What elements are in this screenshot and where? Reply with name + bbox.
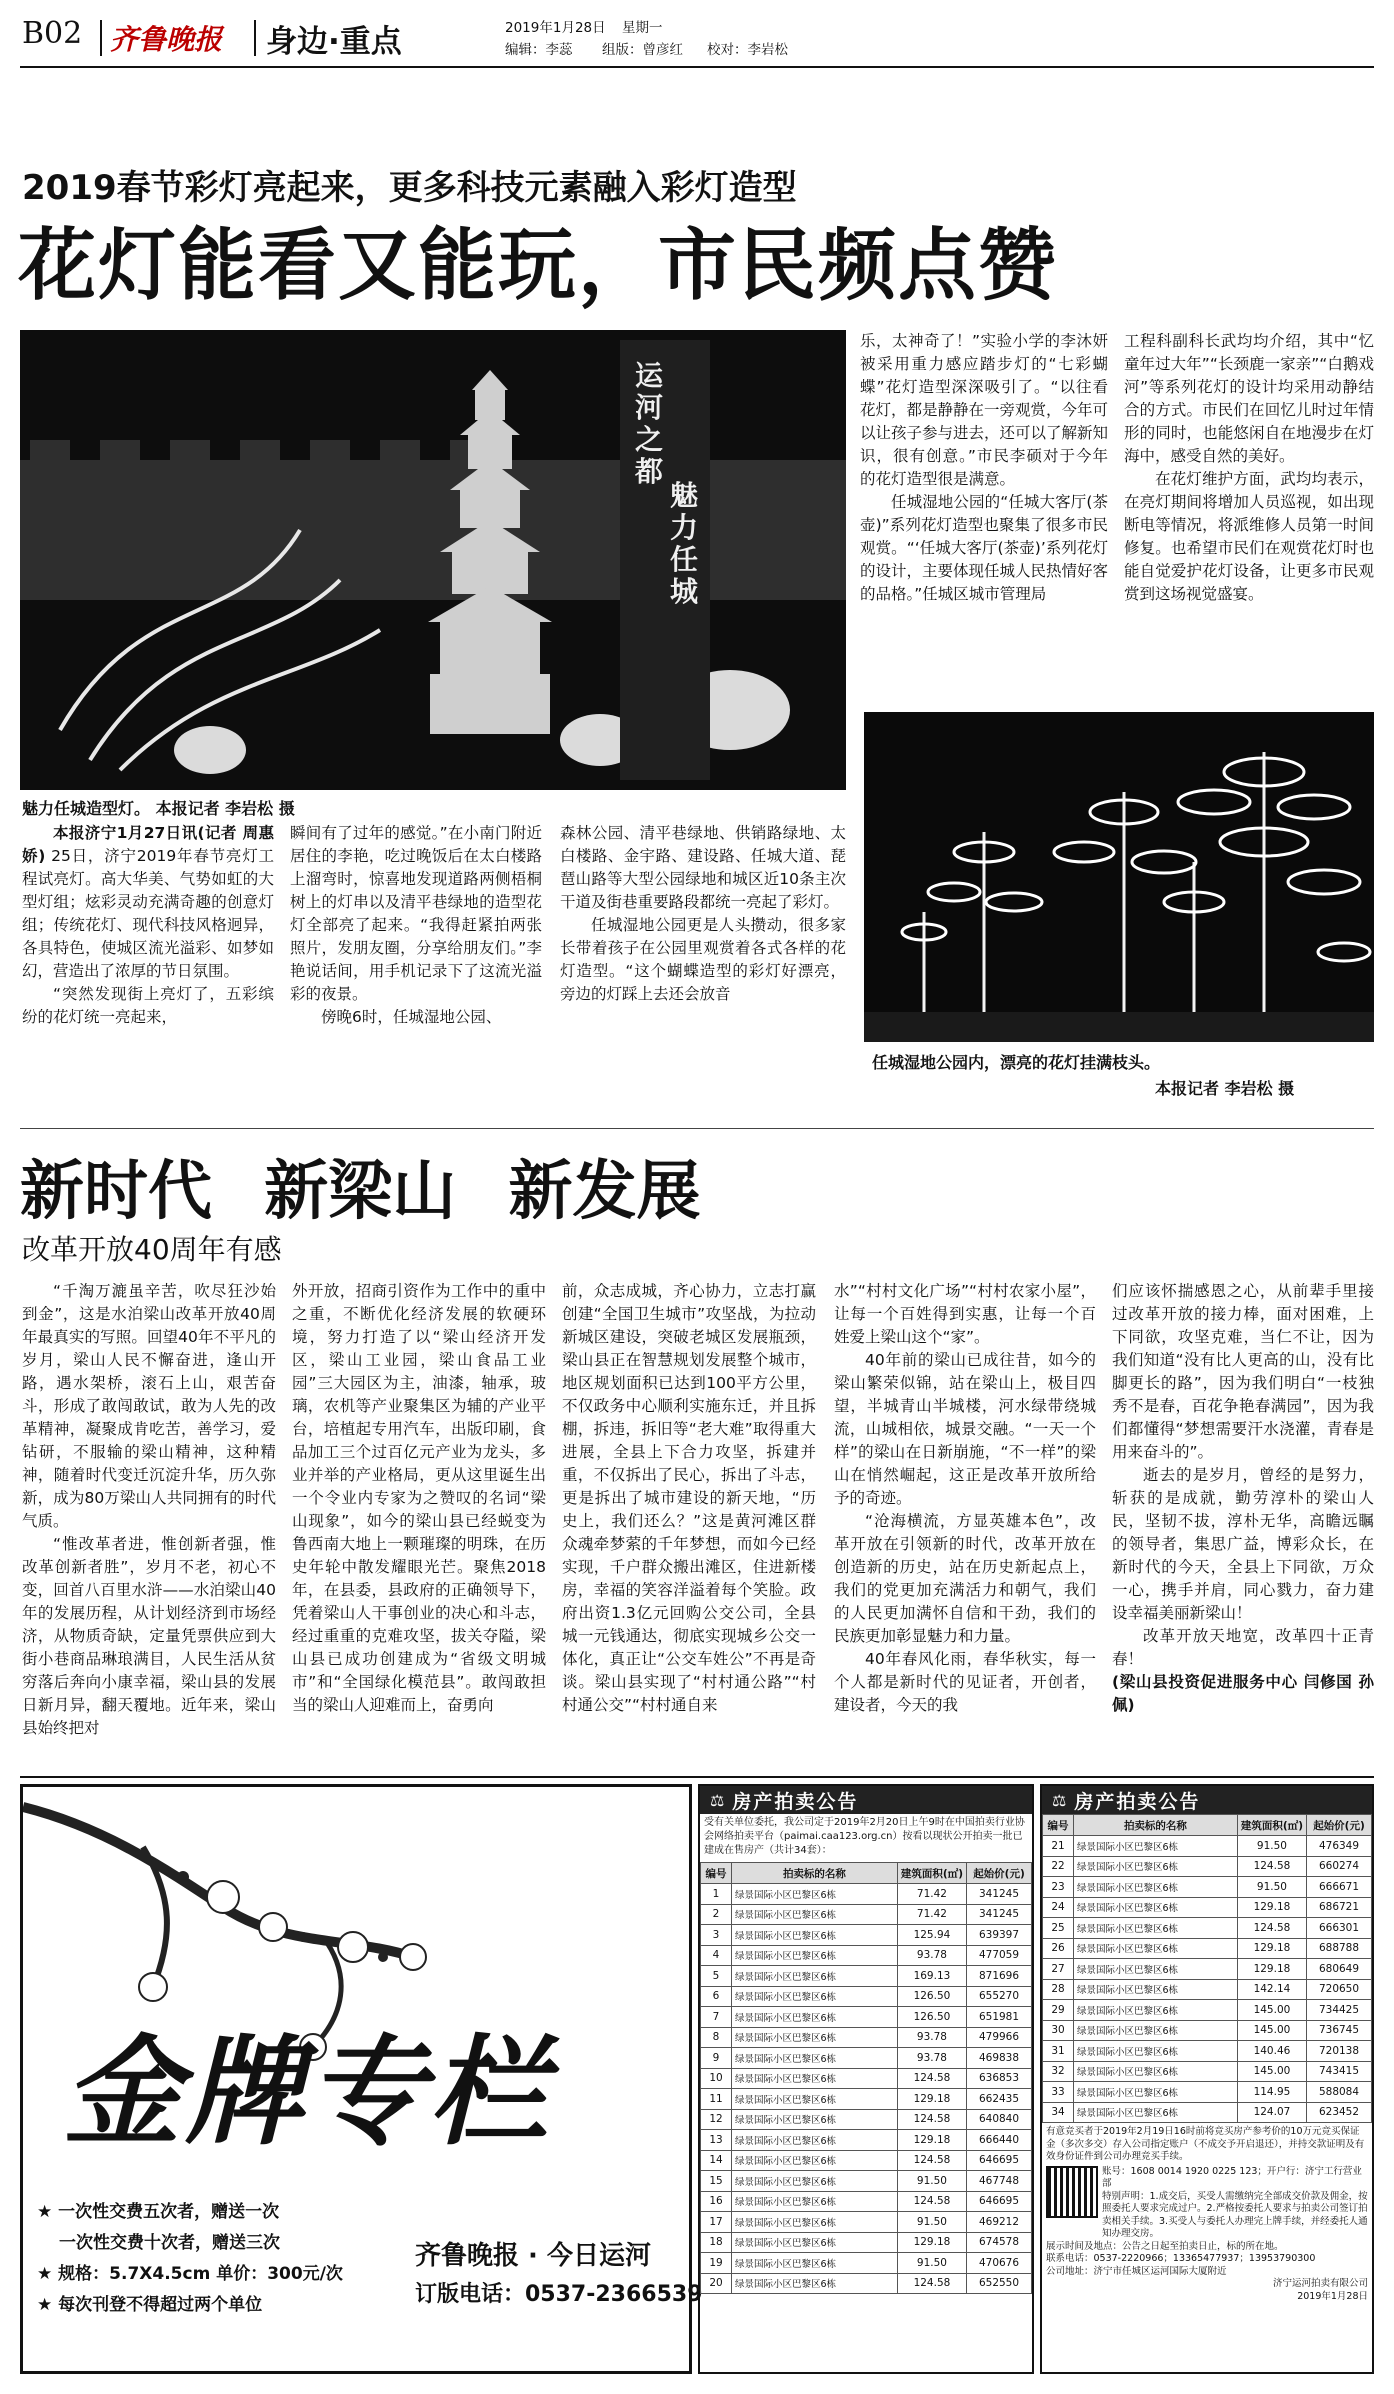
- lot-number: 16: [701, 2191, 732, 2212]
- lot-number: 12: [701, 2109, 732, 2130]
- article1-kicker: 2019春节彩灯亮起来，更多科技元素融入彩灯造型: [22, 168, 797, 208]
- photo1-caption: 魅力任城造型灯。 本报记者 李岩松 摄: [22, 799, 295, 818]
- article1-col1: [22, 822, 274, 1122]
- auction-table-left: [700, 1862, 1032, 2294]
- lot-number: 23: [1043, 1877, 1074, 1898]
- lot-start-price: 646695: [967, 2150, 1032, 2171]
- lot-start-price: 662435: [967, 2089, 1032, 2110]
- lot-area: 124.58: [897, 2191, 966, 2212]
- article1-col4-p2: 任城湿地公园的“任城大客厅(茶壶)”系列花灯造型也聚集了很多市民观赏。“‘任城大客厅(茶壶)’系列花灯的设计，主要体现任城人民热情好客的品格。”任城区城市管理局: [860, 493, 1108, 603]
- lot-start-price: 469212: [967, 2212, 1032, 2233]
- article2-col4-p4: 40年春风化雨，春华秋实，每一个人都是新时代的见证者，开创者，建设者，今天的我: [834, 1650, 1096, 1714]
- table-row: [701, 1945, 1032, 1966]
- lot-start-price: 470676: [967, 2253, 1032, 2274]
- lot-number: 22: [1043, 1856, 1074, 1877]
- lot-start-price: 666301: [1307, 1918, 1372, 1939]
- lot-start-price: 674578: [967, 2232, 1032, 2253]
- table-row: [701, 2068, 1032, 2089]
- lot-area: 145.00: [1237, 2020, 1306, 2041]
- table-row: [701, 2027, 1032, 2048]
- ad-rules: [37, 2197, 397, 2321]
- lot-start-price: 640840: [967, 2109, 1032, 2130]
- lot-number: 32: [1043, 2061, 1074, 2082]
- col-header-area: 建筑面积(㎡): [897, 1863, 966, 1884]
- lot-area: 129.18: [897, 2130, 966, 2151]
- col-header-price: 起始价(元): [1307, 1815, 1372, 1836]
- section-name: 身边·重点: [266, 24, 402, 60]
- auction-title-bar: [1042, 1786, 1372, 1814]
- lot-name: 绿景国际小区巴黎区6栋: [732, 1945, 898, 1966]
- table-row: [701, 1966, 1032, 1987]
- table-row: [701, 2150, 1032, 2171]
- lot-name: 绿景国际小区巴黎区6栋: [1074, 2061, 1238, 2082]
- lot-name: 绿景国际小区巴黎区6栋: [732, 2068, 898, 2089]
- lot-number: 34: [1043, 2102, 1074, 2123]
- lot-area: 71.42: [897, 1884, 966, 1905]
- lot-area: 140.46: [1237, 2041, 1306, 2062]
- ad-rule-4: ★ 每次刊登不得超过两个单位: [37, 2295, 263, 2315]
- table-row: [1043, 1959, 1372, 1980]
- article1-lead: 本报济宁1月27日讯(记者 周惠娇): [22, 824, 274, 865]
- table-row: [701, 1904, 1032, 1925]
- lot-name: 绿景国际小区巴黎区6栋: [732, 2007, 898, 2028]
- lot-area: 93.78: [897, 1945, 966, 1966]
- lot-number: 17: [701, 2212, 732, 2233]
- lot-name: 绿景国际小区巴黎区6栋: [732, 1925, 898, 1946]
- article2-col1-p2: “惟改革者进，惟创新者强，惟改革创新者胜”，岁月不老，初心不变，回首八百里水浒——水泊梁山40年的发展历程，从计划经济到市场经济，从物质奇缺，定量凭票供应到大街小巷商品琳琅满目，人民生活从贫穷落后奔向小康幸福，梁山县的发展日新月异，翻天覆地。近年来，梁山县始终把对: [22, 1535, 276, 1737]
- auction-note-2: 特别声明：1.成交后，买受人需缴纳完全部成交价款及佣金，按照委托人要求完成过户。2.严格按委托人要求与拍卖公司签订拍卖相关手续。3.买受人与委托人办理完上牌手续，并经委托人通知办理交房。: [1102, 2190, 1368, 2239]
- article1-col4: [860, 330, 1108, 710]
- lot-start-price: 479966: [967, 2027, 1032, 2048]
- table-row: [1043, 1856, 1372, 1877]
- article2-col3-text: 前，众志成城，齐心协力，立志打赢创建“全国卫生城市”攻坚战，为拉动新城区建设，突破老城区发展瓶颈，梁山县正在智慧规划发展整个城市，地区规划面积已达到100平方公里，不仅政务中心顺利实施东迁，并且拆棚，拆违，拆旧等“老大难”取得重大进展，全县上下合力攻坚，拆建并重，不仅拆出了民心，拆出了斗志，更是拆出了城市建设的新天地，“历史上，我们还么？”这是黄河滩区群众魂牵梦萦的千年梦想，而如今已经实现，千户群众搬出滩区，住进新楼房，幸福的笑容洋溢着每个笑脸。政府出资1.3亿元回购公交公司，全县城一元钱通达，彻底实现城乡公交一体化，真正让“公交车姓公”不再是奇谈。梁山县实现了“村村通公路”“村村通公交”“村村通自来: [562, 1282, 816, 1714]
- lot-start-price: 469838: [967, 2048, 1032, 2069]
- lot-name: 绿景国际小区巴黎区6栋: [732, 2253, 898, 2274]
- lantern-illustration: [20, 330, 846, 790]
- lot-area: 126.50: [897, 2007, 966, 2028]
- table-row: [701, 2130, 1032, 2151]
- lot-start-price: 655270: [967, 1986, 1032, 2007]
- auction-notice-left: [698, 1784, 1034, 2374]
- lantern-photo-main: [20, 330, 846, 790]
- ad-rule-3: ★ 规格：5.7X4.5cm 单价：300元/次: [37, 2264, 343, 2284]
- weekday: 星期一: [622, 20, 663, 36]
- lot-area: 142.14: [1237, 1979, 1306, 2000]
- lot-name: 绿景国际小区巴黎区6栋: [732, 2150, 898, 2171]
- lot-start-price: 639397: [967, 1925, 1032, 1946]
- auction-title: 房产拍卖公告: [1074, 1790, 1201, 1813]
- gold-column-ad: [20, 1784, 703, 2374]
- lot-name: 绿景国际小区巴黎区6栋: [732, 2089, 898, 2110]
- lot-area: 129.18: [897, 2089, 966, 2110]
- lot-number: 19: [701, 2253, 732, 2274]
- lot-name: 绿景国际小区巴黎区6栋: [1074, 1897, 1238, 1918]
- article1-col1-text: 25日，济宁2019年春节亮灯工程试亮灯。高大华美、气势如虹的大型灯组；炫彩灵动充满奇趣的创意灯组；传统花灯、现代科技风格迥异，各具特色，使城区流光溢彩、如梦如幻，营造出了浓厚的节日氛围。: [22, 847, 274, 980]
- auction-intro: 受有关单位委托，我公司定于2019年2月20日上午9时在中国拍卖行业协会网络拍卖平台（paimai.caa123.org.cn）按看以现状公开拍卖一批已建成在售房产（共计34套）：: [704, 1817, 1025, 1856]
- lot-start-price: 588084: [1307, 2082, 1372, 2103]
- qr-code: [1046, 2166, 1098, 2218]
- article2-subhead: 改革开放40周年有感: [22, 1233, 282, 1266]
- lot-start-price: 341245: [967, 1884, 1032, 1905]
- article1-col5-text: 工程科副科长武均均介绍，其中“忆童年过大年”“长颈鹿一家亲”“白鹅戏河”等系列花灯的设计均采用动静结合的方式。市民们在回忆儿时过年情形的同时，也能悠闲自在地漫步在灯海中，感受自然的美好。: [1124, 332, 1374, 465]
- lot-name: 绿景国际小区巴黎区6栋: [732, 1986, 898, 2007]
- auction-table-right: [1042, 1814, 1372, 2123]
- lot-name: 绿景国际小区巴黎区6栋: [1074, 2000, 1238, 2021]
- lot-area: 93.78: [897, 2027, 966, 2048]
- table-row: [1043, 1979, 1372, 2000]
- lot-area: 145.00: [1237, 2000, 1306, 2021]
- wetland-park-photo: [864, 712, 1374, 1042]
- lot-area: 129.18: [1237, 1938, 1306, 1959]
- table-row: [1043, 2061, 1372, 2082]
- article1-col2-text: 瞬间有了过年的感觉。”在小南门附近居住的李艳，吃过晚饭后在太白楼路上溜弯时，惊喜地发现道路两侧梧桐树上的灯串以及清平巷绿地的造型花灯全部亮了起来。“我得赶紧拍两张照片，发朋友圈，分享给朋友们。”李艳说话间，用手机记录下了这流光溢彩的夜景。: [290, 824, 542, 1003]
- table-row: [701, 2191, 1032, 2212]
- lot-area: 91.50: [897, 2212, 966, 2233]
- lot-number: 10: [701, 2068, 732, 2089]
- lot-start-price: 660274: [1307, 1856, 1372, 1877]
- ad-rule-2: 一次性交费十次者，赠送三次: [59, 2233, 280, 2253]
- lantern-sign-1: 运河之都: [635, 359, 664, 488]
- table-row: [1043, 1918, 1372, 1939]
- layout-editor: 组版：曾彦红: [602, 42, 683, 58]
- article1-col3-p2: 任城湿地公园更是人头攒动，很多家长带着孩子在公园里观赏着各式各样的花灯造型。“这个蝴蝶造型的彩灯好漂亮，旁边的灯踩上去还会放音: [560, 916, 846, 1003]
- lot-start-price: 680649: [1307, 1959, 1372, 1980]
- article2-col3: [562, 1280, 816, 1770]
- lot-area: 91.50: [897, 2253, 966, 2274]
- table-row: [701, 1884, 1032, 1905]
- ad-phone: 订版电话：0537-2366539: [415, 2282, 703, 2307]
- article2-col1-text: “千淘万漉虽辛苦，吹尽狂沙始到金”，这是水泊梁山改革开放40周年最真实的写照。回望40年不平凡的岁月，梁山人民不懈奋进，逢山开路，遇水架桥，滚石上山，艰苦奋斗，形成了敢闯敢试，敢为人先的改革精神，凝聚成肯吃苦，善学习，爱钻研，不服输的梁山精神，这种精神，随着时代变迁沉淀升华，历久弥新，成为80万梁山人共同拥有的时代气质。: [22, 1282, 276, 1530]
- lot-name: 绿景国际小区巴黎区6栋: [732, 2191, 898, 2212]
- table-row: [701, 2109, 1032, 2130]
- lot-start-price: 476349: [1307, 1836, 1372, 1857]
- lot-area: 124.58: [897, 2150, 966, 2171]
- lot-number: 5: [701, 1966, 732, 1987]
- lot-number: 26: [1043, 1938, 1074, 1959]
- table-row: [1043, 1938, 1372, 1959]
- lot-name: 绿景国际小区巴黎区6栋: [1074, 1918, 1238, 1939]
- lot-name: 绿景国际小区巴黎区6栋: [732, 2109, 898, 2130]
- lot-name: 绿景国际小区巴黎区6栋: [732, 1884, 898, 1905]
- lot-start-price: 688788: [1307, 1938, 1372, 1959]
- article1-headline: 花灯能看又能玩，市民频点赞: [18, 221, 1059, 311]
- lantern-sign-2: 魅力任城: [670, 479, 699, 608]
- lot-area: 125.94: [897, 1925, 966, 1946]
- lot-start-price: 734425: [1307, 2000, 1372, 2021]
- article1-col2: [290, 822, 542, 1122]
- article1-col2-p2: 傍晚6时，任城湿地公园、: [321, 1008, 502, 1026]
- lot-start-price: 467748: [967, 2171, 1032, 2192]
- lot-area: 169.13: [897, 1966, 966, 1987]
- photo2-credit: 本报记者 李岩松 摄: [1155, 1079, 1295, 1098]
- article2-headline: 新时代 新梁山 新发展: [20, 1155, 701, 1229]
- table-row: [701, 2007, 1032, 2028]
- lot-name: 绿景国际小区巴黎区6栋: [1074, 1856, 1238, 1877]
- article2-col5-text: 们应该怀揣感恩之心，从前辈手里接过改革开放的接力棒，面对困难，上下同欲，攻坚克难，当仁不让，因为我们知道“没有比人更高的山，没有比脚更长的路”，因为我们明白“一枝独秀不是春，百花争艳春满园”，因为我们都懂得“梦想需要汗水浇灌，青春是用来奋斗的”。: [1112, 1282, 1374, 1461]
- table-row: [1043, 1877, 1372, 1898]
- masthead-divider: [254, 20, 256, 56]
- lot-number: 3: [701, 1925, 732, 1946]
- lot-name: 绿景国际小区巴黎区6栋: [732, 2273, 898, 2294]
- table-row: [1043, 1897, 1372, 1918]
- lot-number: 2: [701, 1904, 732, 1925]
- lot-number: 31: [1043, 2041, 1074, 2062]
- lot-number: 27: [1043, 1959, 1074, 1980]
- lot-number: 18: [701, 2232, 732, 2253]
- lot-name: 绿景国际小区巴黎区6栋: [732, 2212, 898, 2233]
- lot-start-price: 871696: [967, 1966, 1032, 1987]
- lot-number: 33: [1043, 2082, 1074, 2103]
- lot-name: 绿景国际小区巴黎区6栋: [732, 2048, 898, 2069]
- lot-area: 114.95: [1237, 2082, 1306, 2103]
- lot-area: 124.58: [1237, 1856, 1306, 1877]
- lot-name: 绿景国际小区巴黎区6栋: [732, 2232, 898, 2253]
- auction-note-4: 联系电话：0537-2220966；13365477937；13953790300: [1046, 2253, 1316, 2264]
- lot-number: 8: [701, 2027, 732, 2048]
- table-row: [701, 2171, 1032, 2192]
- lot-start-price: 666671: [1307, 1877, 1372, 1898]
- lot-area: 93.78: [897, 2048, 966, 2069]
- gavel-icon: ⚖: [1052, 1790, 1067, 1810]
- masthead: [22, 14, 1372, 68]
- auction-note-3: 展示时间及地点：公告之日起至拍卖日止，标的所在地。: [1046, 2240, 1284, 2252]
- article1-col1-p2: “突然发现街上亮灯了，五彩缤纷的花灯统一亮起来，: [22, 985, 274, 1026]
- lot-number: 7: [701, 2007, 732, 2028]
- auction-title: 房产拍卖公告: [732, 1790, 859, 1813]
- lot-start-price: 652550: [967, 2273, 1032, 2294]
- lot-number: 29: [1043, 2000, 1074, 2021]
- col-header-no: 编号: [1043, 1815, 1074, 1836]
- article1-col3-text: 森林公园、清平巷绿地、供销路绿地、太白楼路、金宇路、建设路、任城大道、琵琶山路等大型公园绿地和城区近10条主次干道及街巷重要路段都统一亮起了彩灯。: [560, 824, 846, 911]
- lot-area: 124.58: [1237, 1918, 1306, 1939]
- col-header-name: 拍卖标的名称: [732, 1863, 898, 1884]
- section-rule: [20, 1128, 1374, 1129]
- lot-start-price: 666440: [967, 2130, 1032, 2151]
- lot-name: 绿景国际小区巴黎区6栋: [1074, 2041, 1238, 2062]
- ad-brand: 齐鲁晚报 · 今日运河: [415, 2241, 651, 2271]
- lot-number: 13: [701, 2130, 732, 2151]
- lot-name: 绿景国际小区巴黎区6栋: [1074, 1959, 1238, 1980]
- table-row: [701, 2089, 1032, 2110]
- page-number: B02: [22, 16, 83, 51]
- lot-number: 28: [1043, 1979, 1074, 2000]
- lot-area: 145.00: [1237, 2061, 1306, 2082]
- gavel-icon: ⚖: [710, 1790, 725, 1810]
- table-row: [1043, 2041, 1372, 2062]
- lot-number: 30: [1043, 2020, 1074, 2041]
- auction-note-5: 公司地址：济宁市任城区运河国际大厦附近: [1046, 2265, 1227, 2277]
- paper-name: 齐鲁晚报: [110, 23, 223, 56]
- lot-start-price: 646695: [967, 2191, 1032, 2212]
- lot-name: 绿景国际小区巴黎区6栋: [732, 2171, 898, 2192]
- gold-column-title: 金牌专栏: [63, 2022, 552, 2161]
- auction-note-6: 账号：1608 0014 1920 0225 123；开户行：济宁工行营业部: [1102, 2165, 1362, 2189]
- lot-name: 绿景国际小区巴黎区6栋: [1074, 1836, 1238, 1857]
- table-row: [1043, 1836, 1372, 1857]
- auction-notes: [1042, 2123, 1372, 2313]
- table-row: [701, 2232, 1032, 2253]
- table-row: [701, 1925, 1032, 1946]
- article2-col5-p3: 改革开放天地宽，改革四十正青春！: [1112, 1627, 1374, 1668]
- lot-number: 4: [701, 1945, 732, 1966]
- article2-col4: [834, 1280, 1096, 1770]
- lot-name: 绿景国际小区巴黎区6栋: [1074, 2082, 1238, 2103]
- lot-number: 14: [701, 2150, 732, 2171]
- lot-start-price: 623452: [1307, 2102, 1372, 2123]
- article2-col4-p3: “沧海横流，方显英雄本色”，改革开放在引领新的时代，改革开放在创造新的历史，站在历史新起点上，我们的党更加充满活力和朝气，我们的人民更加满怀自信和干劲，我们的民族更加彰显魅力和力量。: [834, 1512, 1096, 1645]
- table-row: [1043, 2102, 1372, 2123]
- proofreader: 校对：李岩松: [707, 42, 788, 58]
- lot-area: 91.50: [1237, 1836, 1306, 1857]
- lot-area: 129.18: [1237, 1897, 1306, 1918]
- lot-start-price: 477059: [967, 1945, 1032, 1966]
- lot-name: 绿景国际小区巴黎区6栋: [1074, 2102, 1238, 2123]
- lot-number: 6: [701, 1986, 732, 2007]
- article2-col4-text: 水”“村村文化广场”“村村农家小屋”，让每一个百姓得到实惠，让每一个百姓爱上梁山这个“家”。: [834, 1282, 1096, 1346]
- lot-name: 绿景国际小区巴黎区6栋: [732, 1966, 898, 1987]
- photo2-caption: 任城湿地公园内，漂亮的花灯挂满枝头。: [872, 1053, 1161, 1072]
- editor: 编辑：李蕊: [505, 42, 573, 58]
- table-row: [701, 2212, 1032, 2233]
- article1-col5-p2: 在花灯维护方面，武均均表示，在亮灯期间将增加人员巡视，如出现断电等情况，将派维修人员第一时间修复。也希望市民们在观赏花灯时也能自觉爱护花灯设备，让更多市民观赏到这场视觉盛宴。: [1124, 470, 1374, 603]
- lot-name: 绿景国际小区巴黎区6栋: [1074, 1877, 1238, 1898]
- tree-lights-illustration: [864, 712, 1374, 1042]
- lot-number: 21: [1043, 1836, 1074, 1857]
- lot-name: 绿景国际小区巴黎区6栋: [1074, 1938, 1238, 1959]
- auction-date: 2019年1月28日: [1297, 2290, 1368, 2302]
- auction-note-1: 有意竞买者于2019年2月19日16时前将竞买房产参考价的10万元竞买保证金（多次多交）存入公司指定账户（不成交予开启退还），并持交款证明及有效身份证件到公司办理竞买手续。: [1046, 2126, 1365, 2162]
- article2-byline: (梁山县投资促进服务中心 闫修国 孙佩): [1112, 1673, 1374, 1714]
- lot-name: 绿景国际小区巴黎区6栋: [1074, 2020, 1238, 2041]
- ad-rule-1: ★ 一次性交费五次者，赠送一次: [37, 2202, 280, 2222]
- col-header-price: 起始价(元): [967, 1863, 1032, 1884]
- lot-area: 129.18: [1237, 1959, 1306, 1980]
- lot-number: 15: [701, 2171, 732, 2192]
- table-row: [701, 2273, 1032, 2294]
- lot-number: 20: [701, 2273, 732, 2294]
- lot-name: 绿景国际小区巴黎区6栋: [732, 2130, 898, 2151]
- article1-col3: [560, 822, 846, 1122]
- lot-start-price: 736745: [1307, 2020, 1372, 2041]
- lot-start-price: 720138: [1307, 2041, 1372, 2062]
- lot-area: 71.42: [897, 1904, 966, 1925]
- auction-title-bar: [700, 1786, 1032, 1814]
- lot-start-price: 720650: [1307, 1979, 1372, 2000]
- lot-number: 25: [1043, 1918, 1074, 1939]
- article2-col2: [292, 1280, 546, 1770]
- table-row: [1043, 2082, 1372, 2103]
- lot-area: 124.58: [897, 2068, 966, 2089]
- lot-start-price: 686721: [1307, 1897, 1372, 1918]
- lot-area: 124.58: [897, 2273, 966, 2294]
- auction-notice-right: [1040, 1784, 1374, 2374]
- issue-date: 2019年1月28日: [505, 20, 606, 36]
- lot-start-price: 636853: [967, 2068, 1032, 2089]
- table-row: [701, 2253, 1032, 2274]
- lot-name: 绿景国际小区巴黎区6栋: [732, 2027, 898, 2048]
- lot-number: 1: [701, 1884, 732, 1905]
- lot-start-price: 743415: [1307, 2061, 1372, 2082]
- article2-col4-p2: 40年前的梁山已成往昔，如今的梁山繁荣似锦，站在梁山上，极目四望，半城青山半城楼，河水绿带绕城流，山城相依，城景交融。“一天一个样”的梁山在日新崩施，“不一样”的梁山在悄然崛起，这正是改革开放所给予的奇迹。: [834, 1351, 1096, 1507]
- table-row: [701, 2048, 1032, 2069]
- lot-start-price: 341245: [967, 1904, 1032, 1925]
- lot-number: 11: [701, 2089, 732, 2110]
- article2-col2-text: 外开放，招商引资作为工作中的重中之重，不断优化经济发展的软硬环境，努力打造了以“梁山经济开发区，梁山工业园，梁山食品工业园”三大园区为主，油漆，轴承，玻璃，农机等产业聚集区为辅的产业平台，培植起专用汽车，出版印刷，食品加工三个过百亿元产业为龙头，多业并举的产业格局，更从这里诞生出一个令业内专家为之赞叹的名词“梁山现象”，如今的梁山县已经蜕变为鲁西南大地上一颗璀璨的明珠，在历史年轮中散发耀眼光芒。聚焦2018年，在县委，县政府的正确领导下，凭着梁山人干事创业的决心和斗志，经过重重的克难攻坚，拔关夺隘，梁山县已成功创建成为“省级文明城市”和“全国绿化模范县”。敢闯敢担当的梁山人迎难而上，奋勇向: [292, 1282, 546, 1714]
- lot-start-price: 651981: [967, 2007, 1032, 2028]
- col-header-name: 拍卖标的名称: [1074, 1815, 1238, 1836]
- lot-area: 126.50: [897, 1986, 966, 2007]
- lot-name: 绿景国际小区巴黎区6栋: [1074, 1979, 1238, 2000]
- lot-area: 91.50: [1237, 1877, 1306, 1898]
- lot-number: 24: [1043, 1897, 1074, 1918]
- lot-area: 124.58: [897, 2109, 966, 2130]
- masthead-rule: [20, 66, 1374, 68]
- article2-col5: [1112, 1280, 1374, 1770]
- table-row: [701, 1986, 1032, 2007]
- lot-area: 129.18: [897, 2232, 966, 2253]
- article1-col5: [1124, 330, 1374, 710]
- lot-area: 91.50: [897, 2171, 966, 2192]
- ad-section-rule: [20, 1776, 1374, 1778]
- lot-number: 9: [701, 2048, 732, 2069]
- table-row: [1043, 2000, 1372, 2021]
- article2-col1: [22, 1280, 276, 1770]
- lot-name: 绿景国际小区巴黎区6栋: [732, 1904, 898, 1925]
- masthead-divider: [100, 20, 102, 56]
- auction-company: 济宁运河拍卖有限公司: [1272, 2278, 1368, 2289]
- col-header-no: 编号: [701, 1863, 732, 1884]
- lot-area: 124.07: [1237, 2102, 1306, 2123]
- col-header-area: 建筑面积(㎡): [1237, 1815, 1306, 1836]
- table-row: [1043, 2020, 1372, 2041]
- article2-col5-p2: 逝去的是岁月，曾经的是努力，斩获的是成就，勤劳淳朴的梁山人民，坚韧不拔，淳朴无华，高瞻远瞩的领导者，集思广益，博彩众长，在新时代的今天，全县上下同欲，万众一心，携手并肩，同心戮力，奋力建设幸福美丽新梁山！: [1112, 1466, 1374, 1622]
- article1-col4-text: 乐，太神奇了！”实验小学的李沐妍被采用重力感应踏步灯的“七彩蝴蝶”花灯造型深深吸引了。“以往看花灯，都是静静在一旁观赏，今年可以让孩子参与进去，还可以了解新知识，很有创意。”市民李硕对于今年的花灯造型很是满意。: [860, 332, 1108, 488]
